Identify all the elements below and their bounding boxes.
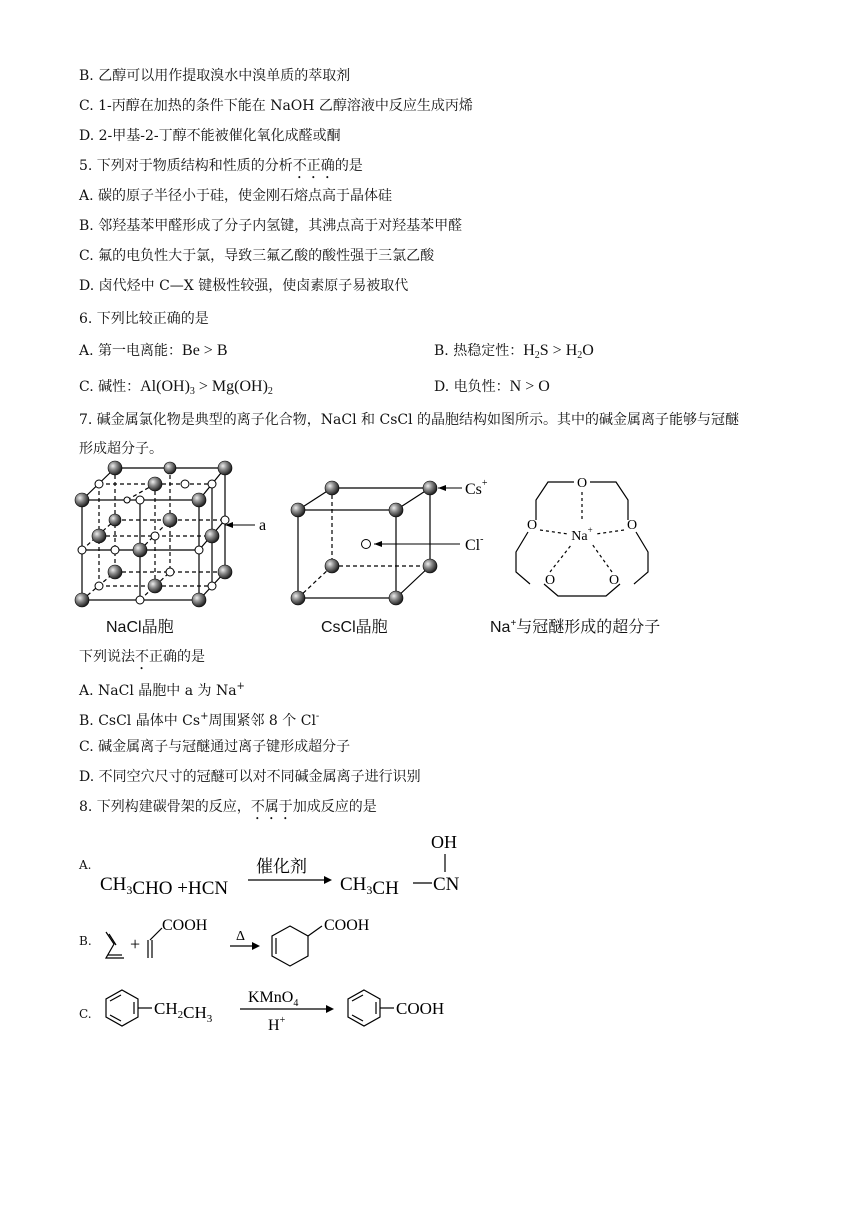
crown-na-label: Na+: [571, 525, 593, 544]
q6-stem: 6. 下列比较正确的是: [79, 311, 209, 327]
q5-option-a: A. 碳的原子半径小于硅，使金刚石熔点高于晶体硅: [79, 188, 393, 204]
q6-option-d: D. 电负性：N > O: [434, 378, 550, 395]
q6-option-b: B. 热稳定性：$H_2S > H_2O$: [434, 342, 594, 361]
kmno4-label: KMnO$_4$: [248, 989, 299, 1009]
q8-option-a-equation: [100, 828, 480, 898]
q5-option-b: B. 邻羟基苯甲醛形成了分子内氢键，其沸点高于对羟基苯甲醛: [79, 218, 463, 234]
q8-option-b-equation: [100, 910, 420, 970]
nacl-unit-cell-figure: [75, 460, 275, 620]
acid-label: H+: [268, 1015, 286, 1034]
q8-option-b-label: B.: [79, 934, 92, 948]
svg-text:O: O: [576, 476, 588, 491]
crown-ether-figure: [508, 470, 658, 610]
cscl-label-cs: Cs+: [465, 478, 488, 498]
crown-caption: Na+与冠醚形成的超分子: [490, 618, 661, 636]
svg-text:O: O: [526, 518, 538, 533]
svg-text:O: O: [608, 573, 620, 588]
q8-option-c-label: C.: [79, 1007, 92, 1021]
cscl-label-cl: Cl-: [465, 534, 484, 554]
q5-emphasis: 不正确: [292, 158, 335, 174]
q7-option-c: C. 碱金属离子与冠醚通过离子键形成超分子: [79, 739, 351, 755]
q4-option-d: D. 2-甲基-2-丁醇不能被催化氧化成醛或酮: [79, 128, 341, 144]
svg-text:COOH: COOH: [396, 999, 445, 1018]
svg-text:COOH: COOH: [162, 917, 208, 934]
q7-stem-line2: 形成超分子。: [79, 441, 163, 457]
svg-text:O: O: [544, 573, 556, 588]
q5-stem: 5. 下列对于物质结构和性质的分析不正确的是: [79, 158, 363, 174]
svg-text:CN: CN: [433, 874, 460, 895]
svg-text:Δ: Δ: [236, 929, 246, 944]
svg-text:CH3CHO +HCN: $CH_3CHO +HCN$: [100, 874, 229, 899]
q8-option-a-label: A.: [79, 858, 92, 872]
cscl-unit-cell-figure: [290, 480, 510, 620]
svg-text:OH: OH: [431, 832, 457, 852]
nacl-label-a: a: [259, 517, 267, 534]
cscl-caption: CsCl晶胞: [321, 619, 388, 636]
q6-option-c: C. 碱性：$Al(OH)_3 > Mg(OH)_2$: [79, 378, 273, 397]
ethyl-group: $CH_2CH_3$: [154, 999, 213, 1025]
q8-stem: 8. 下列构建碳骨架的反应，不属于加成反应的是: [79, 799, 377, 815]
q5-option-c: C. 氟的电负性大于氯，导致三氟乙酸的酸性强于三氯乙酸: [79, 248, 435, 264]
catalyst-label: 催化剂: [256, 857, 307, 876]
q6-option-a: A. 第一电离能：Be > B: [79, 342, 228, 359]
q8-option-c-equation: [100, 982, 500, 1042]
q7-option-a: A. NaCl 晶胞中 a 为 Na+: [79, 681, 245, 699]
q7-option-d: D. 不同空穴尺寸的冠醚可以对不同碱金属离子进行识别: [79, 769, 421, 785]
svg-text:COOH: COOH: [324, 917, 370, 934]
q7-option-b: B. CsCl 晶体中 Cs+周围紧邻 8 个 Cl-: [79, 711, 320, 729]
q4-option-b: B. 乙醇可以用作提取溴水中溴单质的萃取剂: [79, 68, 351, 84]
svg-text:+: +: [130, 934, 141, 954]
q5-option-d: D. 卤代烃中 C—X 键极性较强，使卤素原子易被取代: [79, 278, 409, 294]
nacl-caption: NaCl晶胞: [106, 619, 174, 636]
q4-option-c: C. 1-丙醇在加热的条件下能在 NaOH 乙醇溶液中反应生成丙烯: [79, 98, 473, 114]
q7-sub-stem: 下列说法不正确的是: [79, 649, 205, 665]
svg-text:CH3CH: $CH_3CH$: [340, 874, 399, 899]
q7-stem-line1: 7. 碱金属氯化物是典型的离子化合物，NaCl 和 CsCl 的晶胞结构如图所示。其中的碱金属离子能够与冠醚: [79, 412, 740, 428]
svg-text:O: O: [626, 518, 638, 533]
